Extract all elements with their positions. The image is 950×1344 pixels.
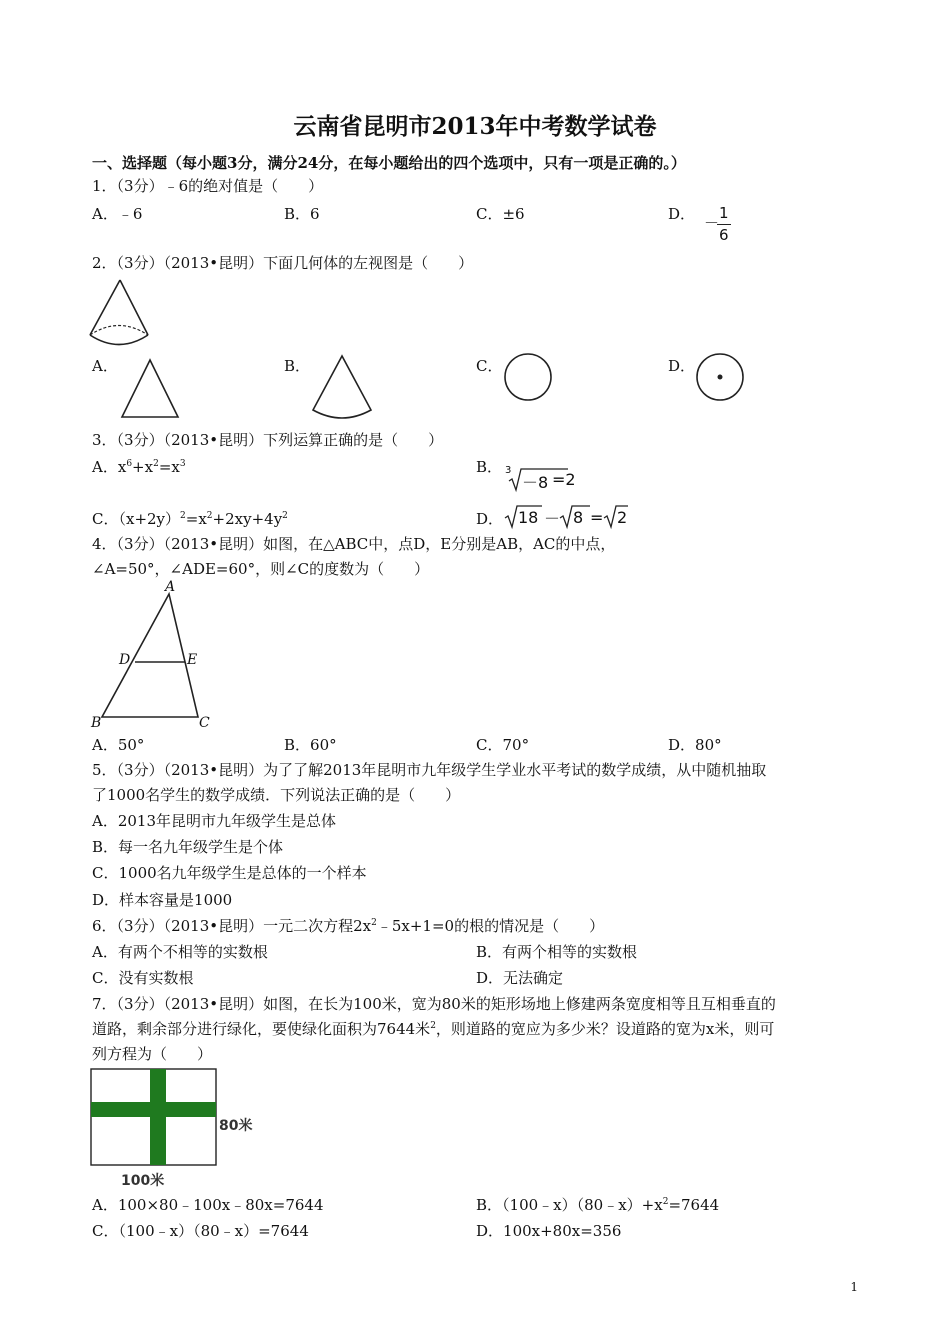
q4-option-a: A．50°: [92, 736, 145, 754]
q1-frac-bar: [717, 224, 731, 225]
q3-b-root-index: 3: [505, 465, 512, 476]
q4-label-c: C: [199, 715, 210, 731]
q3-stem: 3．（3分）（2013•昆明）下列运算正确的是（ ）: [92, 431, 444, 449]
q4-label-b: B: [91, 715, 102, 731]
q6-option-d: D．无法确定: [476, 969, 564, 987]
q3-d-radicand-2: 8: [573, 508, 584, 527]
q4-label-a: A: [165, 579, 176, 595]
q7-option-d: D．100x+80x=356: [476, 1222, 622, 1240]
q4-option-c: C．70°: [476, 736, 530, 754]
q1-frac-num: 1: [719, 204, 729, 222]
q1-option-d: D．: [668, 205, 696, 223]
q3-option-a: A．$x^6+x^2=x^3$: [92, 458, 186, 476]
q7-option-a: A．100×80﹣100x﹣80x=7644: [92, 1196, 324, 1214]
q6-option-c: C．没有实数根: [92, 969, 194, 987]
q3-b-radicand: －8: [522, 473, 549, 492]
q2-a-triangle: [118, 356, 182, 420]
q3-d-radicand-3: 2: [617, 508, 628, 527]
q4-option-d: D．80°: [668, 736, 722, 754]
page-title: 云南省昆明市2013年中考数学试卷: [293, 113, 657, 140]
q2-c-circle: [502, 352, 554, 404]
q2-stem: 2．（3分）（2013•昆明）下面几何体的左视图是（ ）: [92, 254, 474, 272]
q5-option-b: B．每一名九年级学生是个体: [92, 838, 284, 856]
q7-option-b: B．$(100﹣x)(80﹣x)+x^2=7644$: [476, 1196, 720, 1214]
q5-stem-line-2: 了1000名学生的数学成绩．下列说法正确的是（ ）: [92, 786, 461, 804]
q6-stem: 6．（3分）（2013•昆明）一元二次方程$2x^2﹣5x+1=0$的根的情况是（ ）: [92, 917, 605, 935]
q3-d-minus: －: [544, 509, 561, 528]
q4-stem-line-1: 4．（3分）（2013•昆明）如图，在△ABC中，点D，E分别是AB，AC的中点，: [92, 535, 616, 553]
q2-option-b: B．: [284, 357, 311, 375]
q2-option-a: A．: [92, 357, 118, 375]
q7-option-c: C．（100﹣x）（80﹣x）=7644: [92, 1222, 309, 1240]
q7-stem-line-1: 7．（3分）（2013•昆明）如图，在长为100米，宽为80米的矩形场地上修建两条宽度相等且互相垂直的: [92, 995, 776, 1013]
q7-label-100m: 100米: [121, 1173, 165, 1189]
q1-option-b: B．6: [284, 205, 320, 223]
q4-label-e: E: [187, 652, 198, 668]
q1-option-c: C．±6: [476, 205, 525, 223]
q7-stem-line-3: 列方程为（ ）: [92, 1045, 213, 1063]
q6-option-a: A．有两个不相等的实数根: [92, 943, 268, 961]
q2-cone-figure: [88, 278, 152, 348]
q3-d-equals: =: [590, 508, 604, 527]
q5-option-d: D．样本容量是1000: [92, 891, 233, 909]
q5-stem-line-1: 5．（3分）（2013•昆明）为了了解2013年昆明市九年级学生学业水平考试的数学成绩，从中随机抽取: [92, 761, 767, 779]
q1-stem: 1．（3分）﹣6的绝对值是（ ）: [92, 177, 324, 195]
q3-option-b-label: B．: [476, 458, 503, 476]
q7-stem-line-2: 道路，剩余部分进行绿化，要使绿化面积为7644米$^2$，则道路的宽应为多少米？设道路的宽为x米，则可: [92, 1020, 775, 1038]
q6-option-b: B．有两个相等的实数根: [476, 943, 638, 961]
page-number: 1: [850, 1280, 858, 1294]
q1-frac-den: 6: [719, 226, 729, 244]
q7-label-80m: 80米: [219, 1118, 253, 1134]
q2-b-sector: [310, 352, 376, 422]
q2-d-circle-dot: [694, 352, 746, 404]
q3-b-result: =2: [552, 470, 576, 489]
q5-option-a: A．2013年昆明市九年级学生是总体: [92, 812, 337, 830]
q2-option-c: C．: [476, 357, 503, 375]
q4-label-d: D: [119, 652, 131, 668]
q3-option-d-label: D．: [476, 510, 504, 528]
q3-d-radicand-1: 18: [518, 508, 539, 527]
section-heading: 一、选择题（每小题3分，满分24分，在每小题给出的四个选项中，只有一项是正确的。）: [92, 154, 686, 172]
q7-field-figure: [90, 1068, 220, 1168]
q3-option-c: C．$(x+2y)^2=x^2+2xy+4y^2$: [92, 510, 288, 528]
q4-triangle-figure: [90, 580, 220, 735]
q1-option-a: A．﹣6: [92, 205, 143, 223]
q4-option-b: B．60°: [284, 736, 337, 754]
q1-frac-sign: －: [704, 214, 720, 232]
q2-option-d: D．: [668, 357, 696, 375]
q4-stem-line-2: ∠A=50°，∠ADE=60°，则∠C的度数为（ ）: [92, 560, 430, 578]
q5-option-c: C．1000名九年级学生是总体的一个样本: [92, 864, 367, 882]
